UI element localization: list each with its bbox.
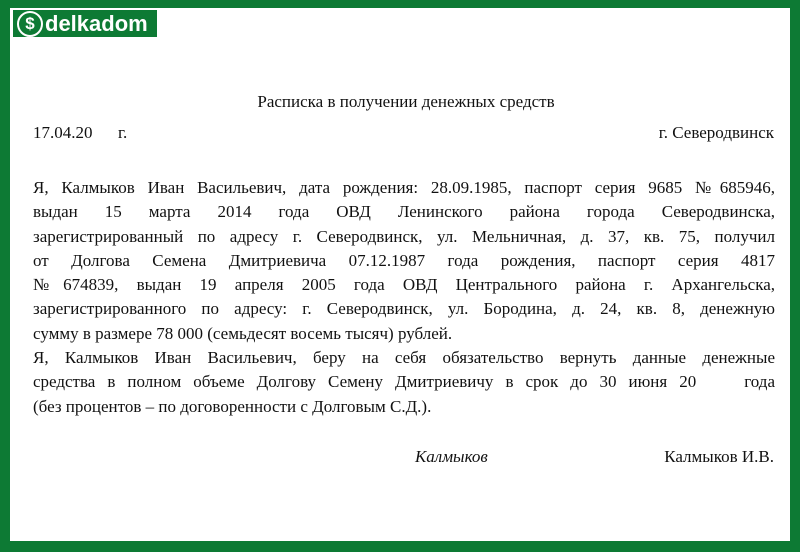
paragraph-line: Я, Калмыков Иван Васильевич, дата рождения: 28.09.1985, паспорт серия 9685 №685946,	[33, 178, 775, 197]
paragraph-line: средства в полном объеме Долгову Семену Дмитриевичу в срок до 30 июня 20 года	[33, 372, 775, 392]
document-body	[33, 176, 775, 419]
paragraph-line: от Долгова Семена Дмитриевича 07.12.1987 года рождения, паспорт серия 4817	[33, 250, 775, 270]
paragraph-line: зарегистрированного по адресу: г. Северодвинск, ул. Бородина, д. 24, кв. 8, денежную	[33, 299, 775, 319]
paragraph-line: (без процентов – по договоренности с Долговым С.Д.).	[33, 396, 432, 416]
paragraph-line: №674839, выдан 19 апреля 2005 года ОВД Центрального района г. Архангельска,	[33, 275, 775, 295]
logo-text: delkadom	[45, 10, 148, 36]
paragraph-line: выдан 15 марта 2014 года ОВД Ленинского района города Северодвинска,	[33, 202, 775, 222]
paragraph-line: сумму в размере 78 000 (семьдесят восемь тысяч) рублей.	[33, 323, 453, 343]
site-logo[interactable]	[12, 9, 158, 38]
document-date: 17.04.20 г.	[33, 123, 128, 142]
paragraph-line: Я, Калмыков Иван Васильевич, беру на себя обязательство вернуть данные денежные	[33, 348, 775, 368]
handwritten-signature: Калмыков	[415, 447, 488, 466]
dollar-icon: $	[17, 11, 43, 37]
document-title: Расписка в получении денежных средств	[257, 92, 555, 111]
signature-name: Калмыков И.В.	[664, 447, 774, 466]
paragraph-line: зарегистрированный по адресу г. Северодвинск, ул. Мельничная, д. 37, кв. 75, получил	[33, 226, 775, 246]
document-city: г. Северодвинск	[658, 123, 774, 142]
